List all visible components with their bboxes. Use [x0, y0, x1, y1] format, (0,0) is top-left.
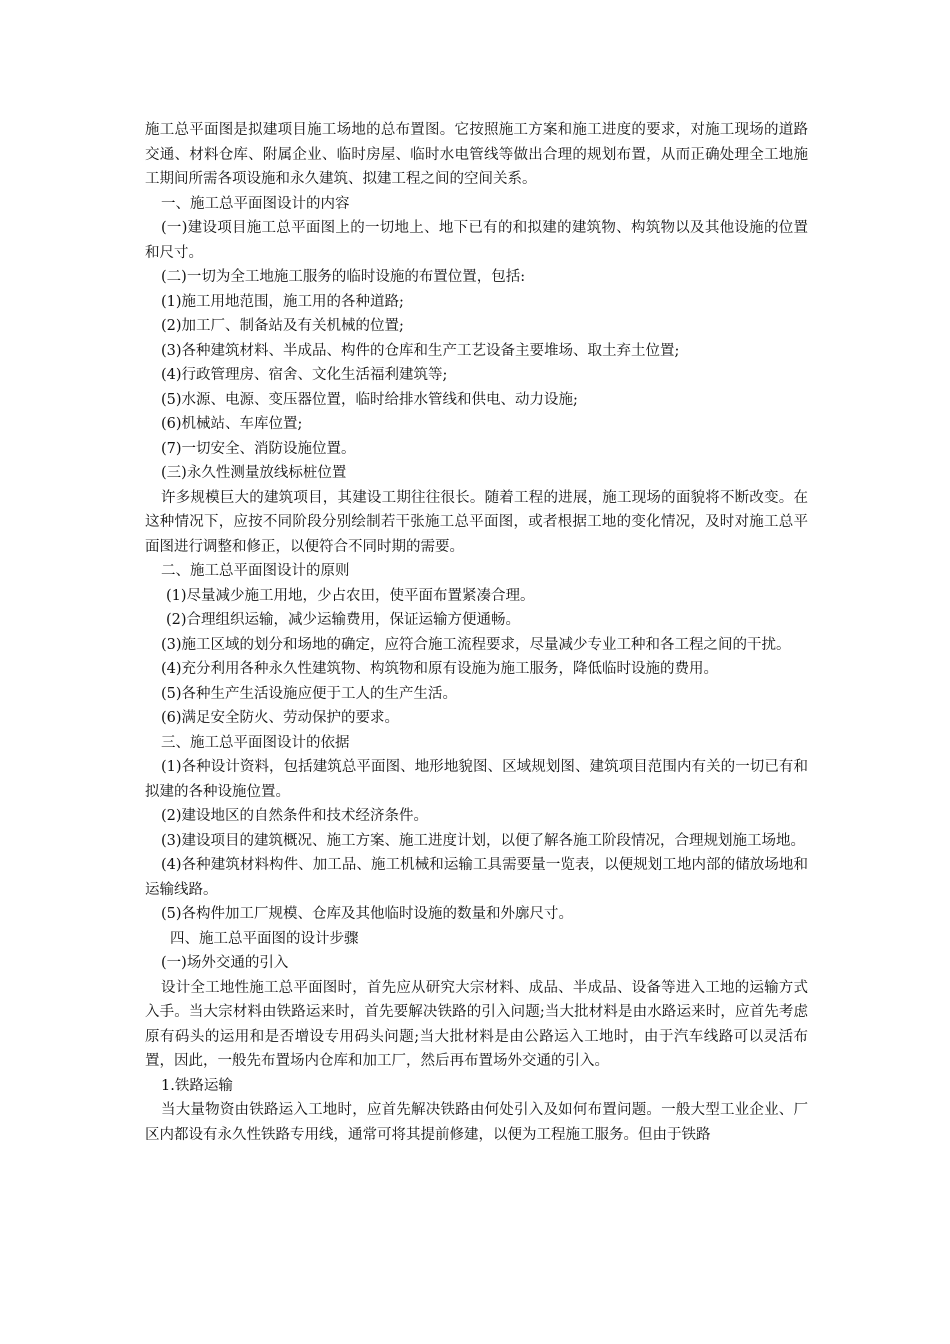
section-heading-4: 四、施工总平面图的设计步骤	[170, 930, 359, 947]
list-item: (2)合理组织运输，减少运输费用，保证运输方便通畅。	[166, 612, 521, 628]
list-item: (5)水源、电源、变压器位置，临时给排水管线和供电、动力设施;	[161, 391, 578, 408]
section-heading-1: 一、施工总平面图设计的内容	[161, 195, 350, 212]
document-body	[145, 118, 808, 1147]
list-item: (2)建设地区的自然条件和技术经济条件。	[161, 808, 429, 824]
subsection-heading: (一)场外交通的引入	[161, 955, 289, 971]
list-item: (3)施工区域的划分和场地的确定，应符合施工流程要求，尽量减少专业工种和各工程之间的干扰。	[161, 636, 791, 653]
list-item: (5)各构件加工厂规模、仓库及其他临时设施的数量和外廓尺寸。	[161, 906, 574, 922]
paragraph-1-4: 许多规模巨大的建筑项目，其建设工期往往很长。随着工程的进展，施工现场的面貌将不断改变。在这种情况下，应按不同阶段分别绘制若干张施工总平面图，或者根据工地的变化情况，及时对施工总平面图进行调整和修正，以便符合不同时期的需要。	[145, 489, 808, 555]
list-item: (7)一切安全、消防设施位置。	[161, 440, 356, 457]
paragraph-1-2: (二)一切为全工地施工服务的临时设施的布置位置，包括:	[161, 269, 526, 285]
list-item: (4)各种建筑材料构件、加工品、施工机械和运输工具需要量一览表，以便规划工地内部的储放场地和运输线路。	[145, 857, 808, 898]
section-heading-2: 二、施工总平面图设计的原则	[161, 563, 350, 579]
subsection-heading-railway: 1.铁路运输	[161, 1077, 233, 1094]
list-item: (1)尽量减少施工用地，少占农田，使平面布置紧凑合理。	[166, 587, 535, 604]
list-item: (1)各种设计资料，包括建筑总平面图、地形地貌图、区域规划图、建筑项目范围内有关的一切已有和拟建的各种设施位置。	[145, 759, 808, 800]
list-item: (6)满足安全防火、劳动保护的要求。	[161, 710, 400, 726]
paragraph-1-3: (三)永久性测量放线标桩位置	[161, 465, 347, 481]
list-item: (3)各种建筑材料、半成品、构件的仓库和生产工艺设备主要堆场、取土弃土位置;	[161, 342, 680, 359]
paragraph-4-1: 设计全工地性施工总平面图时，首先应从研究大宗材料、成品、半成品、设备等进入工地的运输方式入手。当大宗材料由铁路运来时，首先要解决铁路的引入问题;当大批材料是由水路运来时，应首先考虑原有码头的运用和是否增设专用码头问题;当大批材料是由公路运入工地时，由于汽车线路可以灵活布置，因此，一般先布置场内仓库和加工厂，然后再布置场外交通的引入。	[145, 979, 808, 1069]
list-item: (6)机械站、车库位置;	[161, 416, 303, 432]
list-item: (3)建设项目的建筑概况、施工方案、施工进度计划，以便了解各施工阶段情况，合理规划施工场地。	[161, 832, 806, 849]
intro-paragraph: 施工总平面图是拟建项目施工场地的总布置图。它按照施工方案和施工进度的要求，对施工现场的道路交通、材料仓库、附属企业、临时房屋、临时水电管线等做出合理的规划布置，从而正确处理全工地施工期间所需各项设施和永久建筑、拟建工程之间的空间关系。	[145, 122, 808, 187]
list-item: (5)各种生产生活设施应便于工人的生产生活。	[161, 685, 458, 702]
list-item: (2)加工厂、制备站及有关机械的位置;	[161, 318, 404, 334]
list-item: (4)充分利用各种永久性建筑物、构筑物和原有设施为施工服务，降低临时设施的费用。	[161, 661, 719, 677]
paragraph-1-1: (一)建设项目施工总平面图上的一切地上、地下已有的和拟建的建筑物、构筑物以及其他设施的位置和尺寸。	[145, 220, 808, 261]
paragraph-railway: 当大量物资由铁路运入工地时，应首先解决铁路由何处引入及如何布置问题。一般大型工业企业、厂区内都设有永久性铁路专用线，通常可将其提前修建，以便为工程施工服务。但由于铁路	[145, 1102, 808, 1143]
list-item: (4)行政管理房、宿舍、文化生活福利建筑等;	[161, 367, 448, 383]
list-item: (1)施工用地范围，施工用的各种道路;	[161, 293, 404, 310]
section-heading-3: 三、施工总平面图设计的依据	[161, 734, 350, 751]
